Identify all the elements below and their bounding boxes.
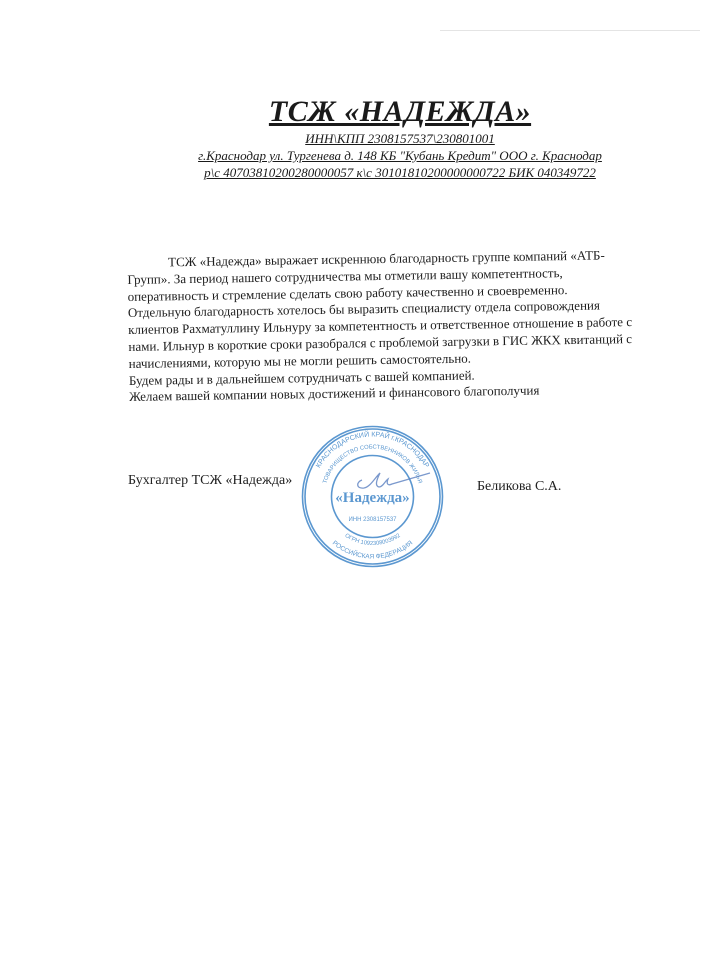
signer-name: Беликова С.А. [477,479,562,494]
org-accounts: р\с 40703810200280000057 к\с 30101810200000000722 БИК 040349722 [204,165,596,180]
scan-edge-line [440,30,700,31]
stamp-inner-text: ТОВАРИЩЕСТВО СОБСТВЕННИКОВ ЖИЛЬЯ [322,444,423,485]
stamp-bottom-text: РОССИЙСКАЯ ФЕДЕРАЦИЯ [330,539,415,561]
stamp-outer-text: КРАСНОДАРСКИЙ КРАЙ г.КРАСНОДАР [315,431,430,470]
stamp-center-text: «Надежда» [335,490,410,506]
body-line: ТСЖ «Надежда» выражает искреннюю благодарность группе компаний «АТБ- [167,247,605,270]
body-line: клиентов Рахматуллину Ильнуру за компетентность и ответственное отношение в работе с [128,314,633,338]
org-title: ТСЖ «НАДЕЖДА» [268,95,532,128]
org-inn-kpp: ИНН\КПП 2308157537\230801001 [305,131,495,146]
organization-stamp [300,424,445,569]
body-line: нами. Ильнур в короткие сроки разобрался с проблемой загрузки в ГИС ЖКХ квитанций с [128,331,633,354]
signer-position: Бухгалтер ТСЖ «Надежда» [128,473,293,488]
letter-body [127,247,633,407]
stamp-inn-text: ИНН 2308157537 [348,517,397,523]
body-line: оперативность и стремление сделать свою работу качественно и своевременно. [127,281,568,304]
body-line: Групп». За период нашего сотрудничества мы отметили вашу компетентность, [127,264,563,287]
stamp-ogrn-text: ОГРН 1092308003992 [343,532,402,548]
body-line: Отдельную благодарность хотелось бы выразить специалисту отдела сопровождения [127,297,601,321]
org-address: г.Краснодар ул. Тургенева д. 148 КБ "Кубань Кредит" ООО г. Краснодар [198,148,602,163]
body-line: Будем рады и в дальнейшем сотрудничать с вашей компанией. [128,367,475,388]
body-line: Желаем вашей компании новых достижений и финансового благополучия [129,382,540,405]
body-line: начислениями, которую мы не могли решить самостоятельно. [128,350,472,371]
